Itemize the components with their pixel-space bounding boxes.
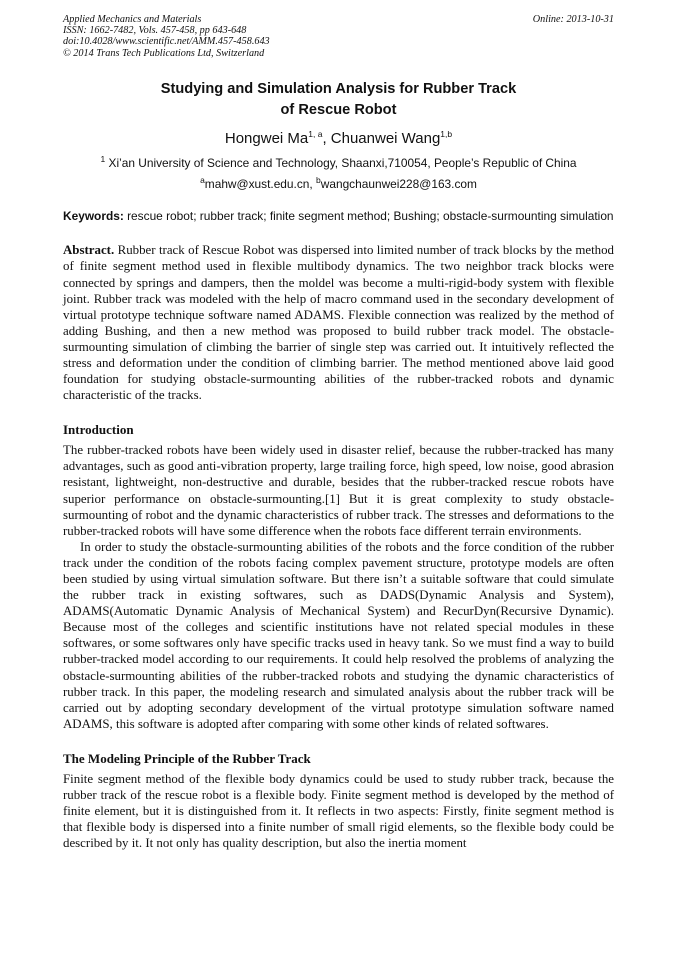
author-affiliation-mark: 1, a [308,128,323,139]
section-heading: Introduction [63,422,134,438]
paper-page [63,14,614,851]
email-address: mahw@xust.edu.cn, [204,176,317,191]
affiliation-text: Xi’an University of Science and Technology, Shaanxi,710054, People’s Republic of China [105,155,577,170]
title-line-1: Studying and Simulation Analysis for Rubber Track [160,80,517,97]
author-separator: , [322,129,331,147]
keywords [63,209,614,225]
affiliation-mark: 1 [100,153,106,164]
section-heading: The Modeling Principle of the Rubber Track [63,750,311,766]
journal-header [63,14,614,59]
affiliation [63,155,614,171]
keywords-text: rescue robot; rubber track; finite segment method; Bushing; obstacle-surmounting simulation [123,208,614,223]
email-mark: b [316,174,321,185]
abstract-text: Rubber track of Rescue Robot was dispersed into limited number of track blocks by the method of finite segment method used in flexible multibody dynamics. The two neighbor track blocks were connected by springs and dampers, then the moldel was become a multi-rigid-body system with flexible joint. Rubber track was modeled with the help of macro command used in the secondary development of virtual prototype technique software named ADAMS. Flexible connection was realized by the method of adding Bushing, and then a new method was proposed to build rubber track model. The obstacle-surmounting simulation of climbing the barrier of single step was carried out. It intuitively reflected the stress and deformation under the condition of climbing barrier. The method mentioned above laid good foundation for studying obstacle-surmounting abilities of the rubber-tracked robots and dynamic characteristic of the tracks. [63,243,614,403]
author-list [63,129,614,149]
author-name: Chuanwei Wang [330,129,441,147]
author-affiliation-mark: 1,b [440,128,453,139]
body-paragraph: Finite segment method of the flexible body dynamics could be used to study rubber track, because the rubber track of the rescue robot is a flexible body. Finite segment method is developed by the method of finite element, but it is distinguished from it. It reflects in two aspects: Firstly, finite segment method is that flexible body is dispersed into a finite number of small rigid elements, so the flexible body could be described by it. It not only has quality description, but also the inertia moment [63,771,614,851]
author-name: Hongwei Ma [224,129,309,147]
author-emails [63,176,614,192]
paper-title [63,79,614,121]
abstract [63,242,614,403]
issn-line: ISSN: 1662-7482, Vols. 457-458, pp 643-648 [63,25,247,37]
email-address: wangchaunwei228@163.com [320,176,477,191]
copyright-line: © 2014 Trans Tech Publications Ltd, Switzerland [63,47,265,59]
email-mark: a [200,174,205,185]
title-line-2: of Rescue Robot [280,101,397,118]
publication-info [63,14,270,59]
body-paragraph: The rubber-tracked robots have been widely used in disaster relief, because the rubber-tracked has many advantages, such as good anti-vibration property, large trailing force, high speed, low noise, good abrasion resistant, lightweight, non-destructive and durable, besides that the rubber-tracked rescue robots have superior performance on obstacle-surmounting.[1] But it is great complexity to study obstacle-surmounting of robot and the dynamic characteristics of rubber track. The stresses and deformations to the rubber-tracked robots will have some difference when the robots face different terrain environments. [63,443,614,538]
online-date: Online: 2013-10-31 [532,14,614,25]
abstract-label: Abstract. [63,243,115,258]
body-paragraph: In order to study the obstacle-surmounting abilities of the robots and the force condition of the rubber track under the condition of the robots facing complex pavement structure, prototype models are often been studied by using virtual simulation software. But there isn’t a suitable software that could simulate the rubber track in existing softwares, such as DADS(Dynamic Analysis and System), ADAMS(Automatic Dynamic Analysis of Mechanical System) and RecurDyn(Recursive Dynamic). Because most of the colleges and scientific institutions have not related special modules in these softwares, or some softwares only have specific tracks used in heavy tank. So we must find a way to build rubber-tracked model according to our requirements. It could help resolved the problems of analyzing the obstacle-surmounting abilities of the rubber-tracked robots and studying the dynamic characteristics of rubber track. In this paper, the modeling research and simulated analysis about the rubber track will be carried out by adopting secondary development of the virtual prototype simulation software named ADAMS, this software is adopted after comparing with some other kinds of related softwares. [63,539,614,731]
doi-line: doi:10.4028/www.scientific.net/AMM.457-458.643 [63,36,270,48]
keywords-label: Keywords: [63,208,124,223]
journal-name: Applied Mechanics and Materials [63,14,202,25]
